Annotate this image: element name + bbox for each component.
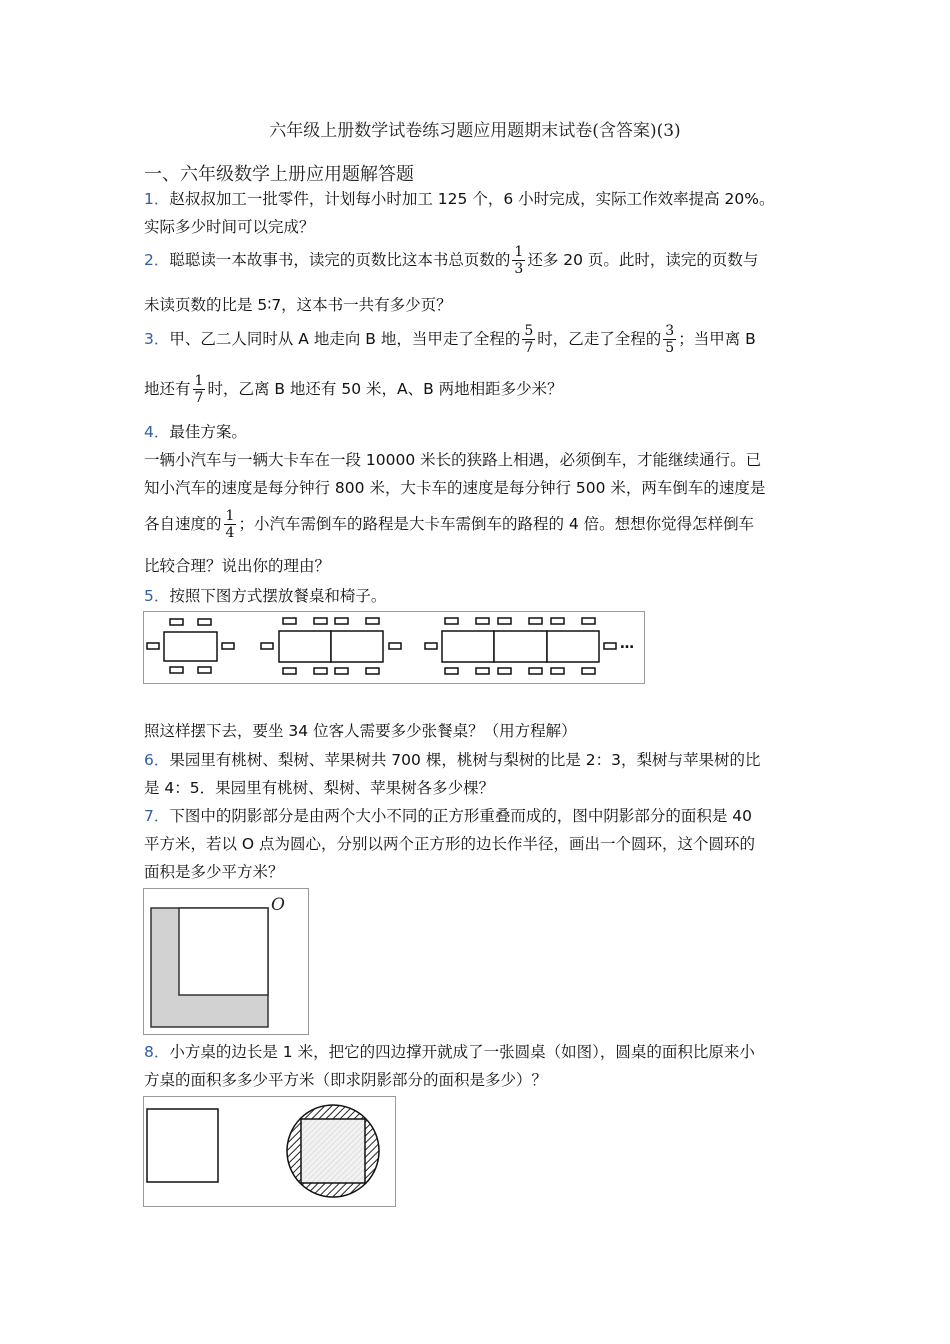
q1-number: 1． [144,190,170,208]
q3-text-2a: 地还有 [144,380,191,398]
chair [551,668,564,674]
q3-fraction-1: $\frac{5}{7}$ [524,323,534,356]
chair [283,618,296,624]
chair [283,668,296,674]
q1-text-1: 赵叔叔加工一批零件，计划每小时加工 125 个，6 小时完成，实际工作效率提高 20%。 [169,190,775,208]
chair [335,668,348,674]
q7-number: 7． [144,807,170,825]
table [547,631,599,662]
chair [529,668,542,674]
chair [445,618,458,624]
chair [476,668,489,674]
q5-line-title [144,585,814,607]
chair [198,667,211,673]
chair [604,643,616,649]
chair [314,618,327,624]
q4-line-1: 一辆小汽车与一辆大卡车在一段 10000 米长的狭路上相遇，必须倒车，才能继续通行。已 [144,451,762,469]
q1-line-1 [144,188,814,210]
q6-text-1: 果园里有桃树、梨树、苹果树共 700 棵，桃树与梨树的比是 2：3，梨树与苹果树的比 [169,751,761,769]
table [279,631,331,662]
q6-number: 6． [144,751,170,769]
q6-line-2: 是 4：5．果园里有桃树、梨树、苹果树各多少棵？ [144,779,495,797]
chair [498,618,511,624]
page-title: 六年级上册数学试卷练习题应用题期末试卷(含答案)(3) [269,121,681,141]
chair [476,618,489,624]
q1-line-2: 实际多少时间可以完成？ [144,218,315,236]
inner-square [301,1119,365,1183]
q7-text-1: 下图中的阴影部分是由两个大小不同的正方形重叠而成的，图中阴影部分的面积是 40 [169,807,753,825]
q7-line-2: 平方米，若以 O 点为圆心，分别以两个正方形的边长作半径，画出一个圆环，这个圆环的 [144,835,756,853]
chair [582,618,595,624]
chair [445,668,458,674]
chair [425,643,437,649]
q3-line-1 [144,323,814,356]
q5-question: 照这样摆下去，要坐 34 位客人需要多少张餐桌？（用方程解） [144,722,577,740]
table-arrangement-figure [143,611,646,685]
q3-text-2b: 时，乙离 B 地还有 50 米，A、B 两地相距多少米？ [207,380,563,398]
q8-line-1 [144,1041,814,1063]
q8-line-2: 方桌的面积多多少平方米（即求阴影部分的面积是多少）？ [144,1071,548,1089]
chair [261,643,273,649]
point-o-label: O [271,895,285,915]
q2-line-1 [144,244,814,277]
chair [222,643,234,649]
chair [335,618,348,624]
section-title: 一、六年级数学上册应用题解答题 [144,164,414,185]
overlapping-squares-figure [143,888,310,1036]
q4-text-3a: 各自速度的 [144,515,222,533]
q8-number: 8． [144,1043,170,1061]
q3-text-c: ；当甲离 B [678,330,756,348]
chair [170,619,183,625]
q8-text-1: 小方桌的边长是 1 米，把它的四边撑开就成了一张圆桌（如图），圆桌的面积比原来小 [169,1043,755,1061]
q3-number: 3． [144,330,170,348]
q3-fraction-2: $\frac{3}{5}$ [665,323,675,356]
chair [198,619,211,625]
q5-title: 按照下图方式摆放餐桌和椅子。 [169,587,387,605]
q2-line-2: 未读页数的比是 5∶7，这本书一共有多少页？ [144,296,452,314]
q4-line-3 [144,508,814,541]
chair [498,668,511,674]
table [442,631,494,662]
chair [170,667,183,673]
chair [582,668,595,674]
small-square [179,908,268,995]
q4-line-title [144,421,814,443]
q7-line-3: 面积是多少平方米？ [144,863,284,881]
q2-text-b: 还多 20 页。此时，读完的页数与 [527,251,759,269]
table [164,632,217,661]
q3-line-2 [144,373,814,406]
chair [551,618,564,624]
chair [314,668,327,674]
chair [366,618,379,624]
q5-number: 5． [144,587,170,605]
q2-text-a: 聪聪读一本故事书，读完的页数比这本书总页数的 [169,251,511,269]
q6-line-1 [144,749,814,771]
chair [389,643,401,649]
continuation-ellipsis: … [620,636,634,652]
q4-line-2: 知小汽车的速度是每分钟行 800 米，大卡车的速度是每分钟行 500 米，两车倒车的速度是 [144,479,766,497]
q2-number: 2． [144,251,170,269]
q3-text-a: 甲、乙二人同时从 A 地走向 B 地，当甲走了全程的 [169,330,521,348]
chair [147,643,159,649]
table [494,631,547,662]
small-square-table [147,1109,218,1182]
q4-title: 最佳方案。 [169,423,247,441]
q4-text-3b: ；小汽车需倒车的路程是大卡车需倒车的路程的 4 倍。想想你觉得怎样倒车 [238,515,755,533]
square-and-round-table-figure [143,1096,397,1208]
table [331,631,383,662]
chair [366,668,379,674]
q4-line-4: 比较合理？说出你的理由？ [144,557,331,575]
q2-fraction: $\frac{1}{3}$ [514,244,524,277]
q3-fraction-3: $\frac{1}{7}$ [194,373,204,406]
q7-line-1 [144,805,814,827]
q3-text-b: 时，乙走了全程的 [537,330,662,348]
q4-number: 4． [144,423,170,441]
q4-fraction: $\frac{1}{4}$ [225,508,235,541]
chair [529,618,542,624]
